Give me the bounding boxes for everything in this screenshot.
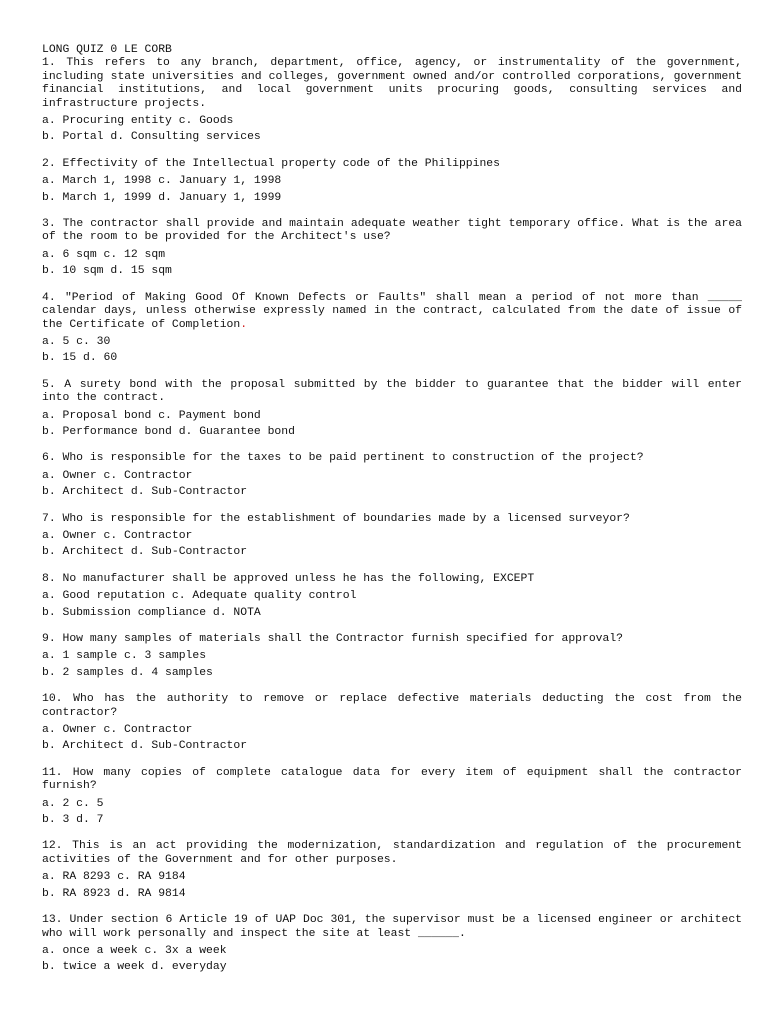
choice-line: b. Architect d. Sub-Contractor	[42, 486, 248, 499]
question-4	[42, 292, 742, 366]
choice-line: b. 2 samples d. 4 samples	[42, 666, 213, 679]
question-text: 8. No manufacturer shall be approved unless he has the following, EXCEPT	[42, 572, 535, 585]
choice-line: b. Portal d. Consulting services	[42, 131, 261, 144]
choice-line: a. March 1, 1998 c. January 1, 1998	[42, 175, 282, 188]
question-10	[42, 693, 742, 754]
choice-line: b. RA 8923 d. RA 9814	[42, 887, 186, 900]
choice-line: b. 15 d. 60	[42, 352, 118, 365]
question-2	[42, 158, 742, 205]
question-text: 12. This is an act providing the modernization, standardization and regulation of the procurement activities of the Government and for other purposes.	[42, 840, 742, 866]
question-3	[42, 218, 742, 279]
choice-line: b. 10 sqm d. 15 sqm	[42, 265, 172, 278]
question-text: 3. The contractor shall provide and maintain adequate weather tight temporary office. What is the area of the room to be provided for the Architect's use?	[42, 218, 742, 244]
choice-line: a. 2 c. 5	[42, 797, 104, 810]
choice-line: a. RA 8293 c. RA 9184	[42, 871, 186, 884]
choice-line: a. Proposal bond c. Payment bond	[42, 409, 261, 422]
choice-line: a. Owner c. Contractor	[42, 469, 193, 482]
choice-line: a. Good reputation c. Adequate quality control	[42, 590, 357, 603]
choice-line: a. 6 sqm c. 12 sqm	[42, 248, 166, 261]
choice-line: a. Owner c. Contractor	[42, 724, 193, 737]
question-7	[42, 513, 742, 560]
question-text	[42, 292, 742, 332]
choice-line: b. March 1, 1999 d. January 1, 1999	[42, 191, 282, 204]
choice-line: b. Architect d. Sub-Contractor	[42, 740, 248, 753]
choice-line: b. Performance bond d. Guarantee bond	[42, 425, 295, 438]
question-13	[42, 914, 742, 975]
choice-line: a. once a week c. 3x a week	[42, 944, 227, 957]
question-text: 9. How many samples of materials shall the Contractor furnish specified for approval?	[42, 633, 624, 645]
question-text-end-period: .	[240, 318, 248, 331]
choice-line: a. Procuring entity c. Goods	[42, 115, 234, 128]
question-1	[42, 57, 742, 144]
question-text: 7. Who is responsible for the establishment of boundaries made by a licensed surveyor?	[42, 512, 630, 525]
question-text: 1. This refers to any branch, department, office, agency, or instrumentality of the government, including state universities and colleges, government owned and/or controlled corporations, government financial institutions, and local government units procuring goods, consulting services and infrastructure projects.	[42, 57, 742, 110]
question-12	[42, 840, 742, 901]
quiz-document	[42, 44, 742, 988]
choice-line: b. twice a week d. everyday	[42, 961, 227, 974]
choice-line: b. 3 d. 7	[42, 814, 104, 827]
choice-line: b. Architect d. Sub-Contractor	[42, 546, 248, 559]
document-title: LONG QUIZ 0 LE CORB	[42, 44, 172, 56]
question-text: 11. How many copies of complete catalogue data for every item of equipment shall the contractor furnish?	[42, 766, 742, 793]
choice-line: b. Submission compliance d. NOTA	[42, 606, 261, 619]
choice-line: a. 1 sample c. 3 samples	[42, 650, 207, 663]
choice-line: a. 5 c. 30	[42, 335, 111, 348]
question-9	[42, 633, 742, 680]
question-text: 13. Under section 6 Article 19 of UAP Doc 301, the supervisor must be a licensed engineer or architect who will work personally and inspect the site at least ______.	[42, 914, 742, 940]
question-text: 6. Who is responsible for the taxes to be paid pertinent to construction of the project?	[42, 452, 644, 465]
question-text-body: 4. "Period of Making Good Of Known Defects or Faults" shall mean a period of not more than _____ calendar days, unless otherwise expressly named in the contract, calculated from the date of issue of the Certificate of Completion	[42, 291, 742, 331]
question-text: 2. Effectivity of the Intellectual property code of the Philippines	[42, 157, 500, 170]
question-text: 10. Who has the authority to remove or replace defective materials deducting the cost from the contractor?	[42, 693, 742, 719]
question-11	[42, 767, 742, 828]
question-8	[42, 573, 742, 620]
question-5	[42, 379, 742, 440]
question-6	[42, 452, 742, 499]
question-text: 5. A surety bond with the proposal submitted by the bidder to guarantee that the bidder will enter into the contract.	[42, 378, 742, 405]
choice-line: a. Owner c. Contractor	[42, 529, 193, 542]
